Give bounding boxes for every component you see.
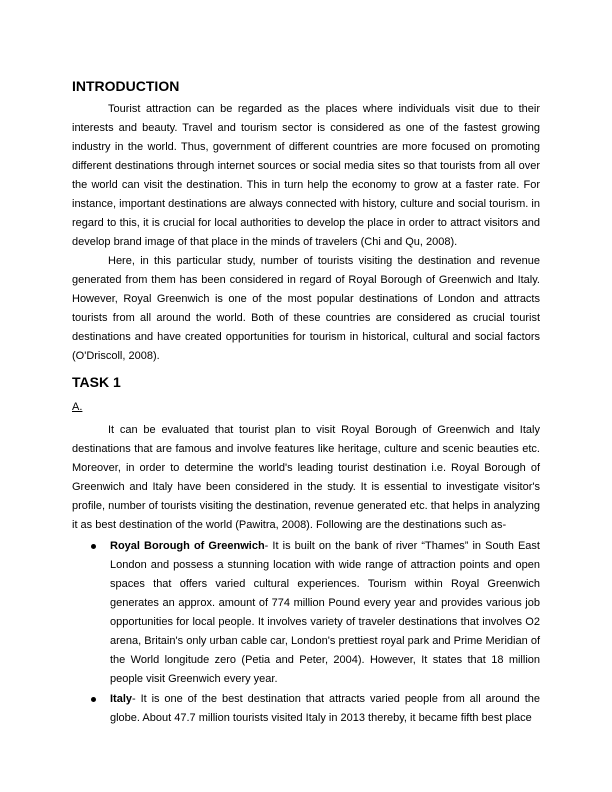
list-item <box>72 690 540 728</box>
bullet-text: - It is one of the best destination that attracts varied people from all around the globe. About 47.7 million tourists visited Italy in 2013 thereby, it became fifth best place <box>110 693 540 724</box>
bullet-text: - It is built on the bank of river “Thames” in South East London and possess a stunning location with wide range of attraction points and open spaces that offers varied cultural experiences. Tourism within Royal Greenwich generates an approx. amount of 774 million Pound every year and provides various job opportunities for local people. It involves variety of traveler destinations that involves O2 arena, Britain's only urban cable car, London's prettiest royal park and Prime Meridian of the World longitude zero (Petia and Peter, 2004). However, It states that 18 million people visit Greenwich every year. <box>110 540 540 685</box>
document-page <box>72 76 540 729</box>
introduction-heading: INTRODUCTION <box>72 78 180 94</box>
task1-paragraph: It can be evaluated that tourist plan to visit Royal Borough of Greenwich and Italy destinations that are famous and involve features like heritage, culture and scenic beauties etc. Moreover, in order to determine the world's leading tourist destination i.e. Royal Borough of Greenwich and Italy have been considered in the study. It is essential to investigate visitor's profile, number of tourists visiting the destination, revenue generated etc. that helps in analyzing it as best destination of the world (Pawitra, 2008). Following are the destinations such as- <box>72 424 540 531</box>
destination-list <box>72 537 540 728</box>
task1-subheading: A. <box>72 401 83 413</box>
bullet-icon <box>91 544 96 549</box>
introduction-paragraph-2: Here, in this particular study, number of tourists visiting the destination and revenue generated from them has been considered in regard of Royal Borough of Greenwich and Italy. However, Royal Greenwich is one of the most popular destinations of London and attracts tourists from all around the world. Both of these countries are considered as crucial tourist destinations and have created opportunities for tourism in historical, cultural and social factors (O'Driscoll, 2008). <box>72 255 540 362</box>
introduction-paragraph-1: Tourist attraction can be regarded as the places where individuals visit due to their interests and beauty. Travel and tourism sector is considered as one of the fastest growing industry in the world. Thus, government of different countries are more focused on promoting different destinations through internet sources or social media sites so that tourists from all over the world can visit the destination. This in turn help the economy to grow at a faster rate. For instance, important destinations are always connected with history, culture and social tourism. in regard to this, it is crucial for local authorities to develop the place in order to attract visitors and develop brand image of that place in the minds of travelers (Chi and Qu, 2008). <box>72 103 540 248</box>
list-item <box>72 537 540 689</box>
task1-heading: TASK 1 <box>72 374 121 390</box>
bullet-term: Italy <box>110 693 133 705</box>
bullet-icon <box>91 697 96 702</box>
bullet-term: Royal Borough of Greenwich <box>110 540 265 552</box>
